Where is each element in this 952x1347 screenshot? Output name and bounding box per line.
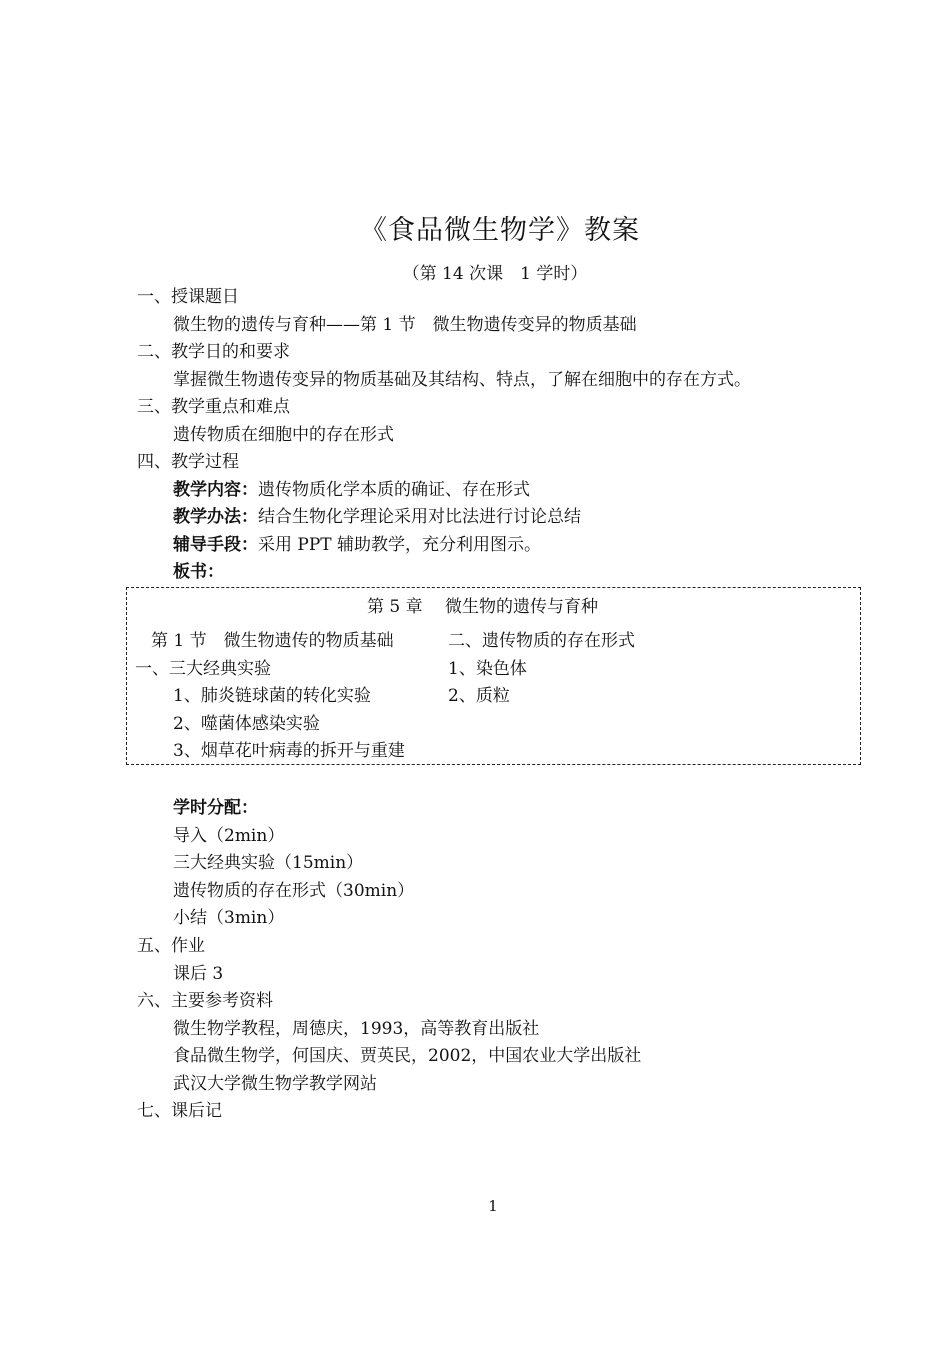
section-1-body: 微生物的遗传与育种——第 1 节 微生物遗传变异的物质基础 [173, 315, 637, 335]
board-left-section: 第 1 节 微生物遗传的物质基础 [151, 631, 394, 651]
document-title: 《食品微生物学》教案 [360, 215, 640, 246]
section-5-body: 课后 3 [173, 964, 224, 984]
section-6-heading: 六、主要参考资料 [137, 991, 273, 1011]
time-allocation-item: 遗传物质的存在形式（30min） [173, 881, 415, 901]
section-2-heading: 二、教学日的和要求 [137, 342, 290, 362]
board-right-part: 二、遗传物质的存在形式 [448, 631, 635, 651]
reference-item: 微生物学教程，周德庆，1993，高等教育出版社 [173, 1019, 540, 1039]
blackboard-outline-box [126, 587, 861, 765]
teaching-method [173, 506, 581, 528]
board-right-item: 2、质粒 [448, 686, 510, 706]
teaching-aid [173, 534, 541, 556]
teaching-content-value: 遗传物质化学本质的确证、存在形式 [258, 480, 530, 500]
teaching-aid-label: 辅导手段： [173, 535, 258, 555]
time-allocation-item: 导入（2min） [173, 826, 285, 846]
board-label: 板书： [173, 562, 224, 582]
time-allocation-label: 学时分配： [173, 798, 258, 818]
teaching-method-label: 教学办法： [173, 507, 258, 527]
section-3-heading: 三、教学重点和难点 [137, 397, 290, 417]
board-left-item: 1、肺炎链球菌的转化实验 [173, 686, 371, 706]
teaching-content-label: 教学内容： [173, 480, 258, 500]
board-left-item: 2、噬菌体感染实验 [173, 714, 320, 734]
section-5-heading: 五、作业 [137, 936, 205, 956]
board-right-item: 1、染色体 [448, 659, 527, 679]
teaching-method-value: 结合生物化学理论采用对比法进行讨论总结 [258, 507, 581, 527]
section-4-heading: 四、教学过程 [137, 452, 239, 472]
reference-item: 武汉大学微生物学教学网站 [173, 1074, 377, 1094]
board-left-part: 一、三大经典实验 [135, 659, 271, 679]
section-3-body: 遗传物质在细胞中的存在形式 [173, 425, 394, 445]
board-left-item: 3、烟草花叶病毒的拆开与重建 [173, 741, 405, 761]
section-2-body: 掌握微生物遗传变异的物质基础及其结构、特点，了解在细胞中的存在方式。 [173, 370, 751, 390]
section-1-heading: 一、授课题日 [137, 287, 239, 307]
board-chapter: 第 5 章 微生物的遗传与育种 [367, 597, 599, 617]
page-number: 1 [488, 1197, 498, 1215]
section-7-heading: 七、课后记 [137, 1101, 222, 1121]
teaching-content [173, 479, 530, 501]
time-allocation-item: 小结（3min） [173, 908, 285, 928]
document-subtitle: （第 14 次课 1 学时） [402, 264, 588, 284]
teaching-aid-value: 采用 PPT 辅助教学，充分利用图示。 [258, 535, 542, 555]
time-allocation-item: 三大经典实验（15min） [173, 853, 364, 873]
reference-item: 食品微生物学，何国庆、贾英民，2002，中国农业大学出版社 [173, 1046, 642, 1066]
